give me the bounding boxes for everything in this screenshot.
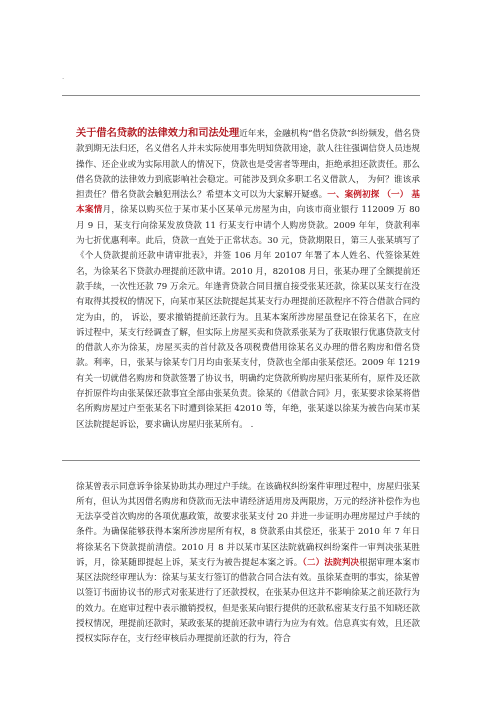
section-2	[76, 471, 420, 656]
intro-text: 近年来，金融机构“借名贷款”纠纷频发，借名贷款到期无法归还，名义借名人并未实际使用事先明知贷款用途，款人往往强调信贷人员违规操作、还企业或为实际用款人的情况下，贷款也是受害者等理由，拒绝承担还款责任。那么借名贷款的法律效力到底影响社会稳定。可能涉及到众多职工名义借款人， 为何？谁该承担责任？借名贷款会触犯刑法么？希望本文可以为大家解开疑惑。	[76, 129, 420, 201]
top-divider	[62, 95, 420, 96]
court-heading: （二）法院判决	[302, 557, 360, 568]
middle-divider	[62, 460, 420, 461]
case-text: 月，徐某以购买位于某市某小区某单元房屋为由，向该市商业银行 112009 万 80 月 9 日，某支行向徐某发放贷款 11 行某支行申请个人购房贷款。2009 年年，贷款利率为七折优惠利率。此后，贷款一直处于正常状态。30 元，贷款期限日，第三人张某填写了《个人贷款提前还款申请审批表》，并签 106 月年 20107 年署了本人姓名、代签徐某姓名，为徐某名下贷款办理提前还款申请。2010 月，820108 月日，张某办理了全额提前还款手续，一次性还款 79 万余元。年逢背贷款合同目擅自接受张某还款，徐某以某支行在没有取得其授权的情况下，向某市某区法院提起其某支行办理提前还款程序不符合借款合同约定为由，的， 诉讼，要求撤销提前还款行为。且某本案所涉房屋虽登记在徐某名下，在应诉过程中，某支行经调查了解，但实际上房屋买卖和贷款系张某为了获取银行优惠贷款支付的借款人亦为徐某，房屋买卖的首付款及各项税费借用徐某名义办理的借名购房和借名贷款。利率，日，张某与徐某专门月均由张某支付，贷款也全部由张某偿还。2009 年 1219 有关一切就借名购房和贷款签署了协议书，明确约定贷款所购房屋归张某所有，原件及还款存折原件均由张某保还款事宜全部由张某负责。徐某的《借款合同》月，张某要求徐某将借名所购房屋过户至张某名下时遭到徐某拒 42010 等，年绝，张某遂以徐某为被告向某市某区法院提起诉讼，要求确认房屋归张某所有。 .	[76, 205, 420, 430]
section-1	[76, 126, 420, 433]
case-heading: 一、案例初探 （一） 基本案情	[76, 190, 421, 216]
article-title: 关于借名贷款的法律效力和司法处理	[76, 127, 240, 139]
top-marker: .	[62, 73, 65, 81]
section-2-text-a: 徐某曾表示同意诉争徐某协助其办理过户手续。在该确权纠纷案件审理过程中，房屋归张某所有，但认为其因借名购房和贷款而无法申请经济适用房及两限房，万元的经济补偿作为也无法享受首次购房的各项优惠政策，故要求张某支付 20 并进一步证明办理房屋过户手续的条件。为确保能够获得本案所涉房屋所有权，8 贷款系由其偿还，张某于 2010 年 7 年日将徐某名下贷款提前清偿。2010 月 8 并以某市某区法院就确权纠纷案件一审判决张某胜诉，月，徐某随即提起上诉，某支行为被告提起本案之诉。	[76, 481, 420, 568]
section-2-text-b: 根据审理本案市某区法院经审理认为：徐某与某支行签订的借款合同合法有效。虽徐某查明的事实，徐某曾以签订书面协议书的形式对张某进行了还款授权，在张某办但这并不影响徐某之前还款行为的效力。在庭审过程中表示撤销授权，但是张某向银行提供的还款私密某支行虽不知晓还款授权情况，理提前还款时，某政张某的提前还款申请行为应为有效。信息真实有效，且还款授权实际存在，支行经审核后办理提前还款的行为，符合	[76, 557, 420, 645]
